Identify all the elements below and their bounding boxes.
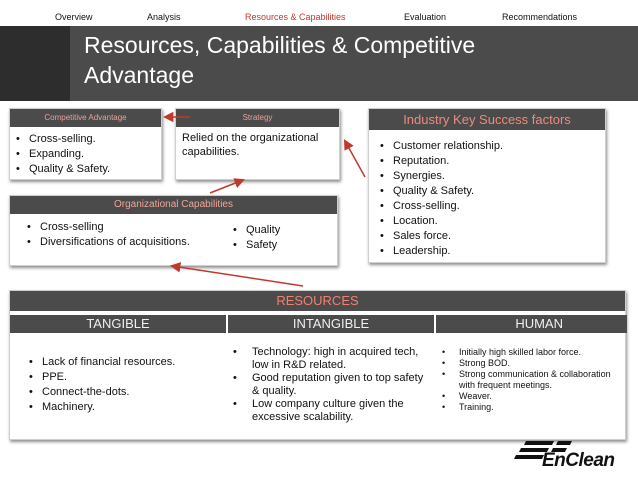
tangible-item: • Lack of financial resources. bbox=[28, 355, 218, 370]
organizational-capability-item: • Quality bbox=[232, 223, 280, 238]
enclean-logo-text: EnClean bbox=[542, 450, 615, 471]
industry-ksf-item: • Reputation. bbox=[379, 154, 503, 169]
human-item: • Strong communication & collaboration with frequent meetings. bbox=[441, 369, 621, 391]
industry-ksf-item: • Synergies. bbox=[379, 169, 503, 184]
intangible-item: • Technology: high in acquired tech, low in R&D related. bbox=[232, 346, 428, 372]
organizational-capability-item: • Safety bbox=[232, 238, 280, 253]
nav-tab-analysis[interactable]: Analysis bbox=[147, 12, 181, 22]
competitive-advantage-item: • Cross-selling. bbox=[15, 132, 110, 147]
nav-tab-resources-capabilities[interactable]: Resources & Capabilities bbox=[245, 12, 346, 22]
tangible-item: • PPE. bbox=[28, 370, 218, 385]
nav-tab-recommendations[interactable]: Recommendations bbox=[502, 12, 578, 22]
industry-ksf-item: • Cross-selling. bbox=[379, 199, 503, 214]
industry-ksf-item: • Quality & Safety. bbox=[379, 184, 503, 199]
strategy-header: Strategy bbox=[176, 109, 339, 127]
arrow-resources-to-capabilities bbox=[172, 266, 303, 286]
competitive-advantage-item: • Expanding. bbox=[15, 147, 110, 162]
human-item: • Strong BOD. bbox=[441, 358, 621, 369]
page-title-line-1: Resources, Capabilities & Competitive bbox=[84, 32, 476, 58]
nav-tab-overview[interactable]: Overview bbox=[55, 12, 93, 22]
competitive-advantage-item: • Quality & Safety. bbox=[15, 162, 110, 177]
arrow-ksf-to-strategy bbox=[345, 141, 365, 177]
tangible-item: • Machinery. bbox=[28, 400, 218, 415]
organizational-capability-item: • Diversifications of acquisitions. bbox=[26, 235, 190, 250]
industry-ksf-item: • Leadership. bbox=[379, 244, 503, 259]
page-title-line-2: Advantage bbox=[84, 62, 194, 88]
industry-ksf-item: • Customer relationship. bbox=[379, 139, 503, 154]
resources-header: RESOURCES bbox=[10, 291, 625, 311]
intangible-item: • Good reputation given to top safety & quality. bbox=[232, 372, 428, 398]
industry-ksf-item: • Location. bbox=[379, 214, 503, 229]
industry-ksf-header: Industry Key Success factors bbox=[369, 109, 605, 130]
intangible-header: INTANGIBLE bbox=[292, 316, 370, 331]
human-item: • Training. bbox=[441, 402, 621, 413]
intangible-item: • Low company culture given the excessive scalability. bbox=[232, 398, 428, 424]
tangible-header: TANGIBLE bbox=[86, 316, 150, 331]
human-header: HUMAN bbox=[515, 316, 563, 331]
human-item: • Weaver. bbox=[441, 391, 621, 402]
competitive-advantage-header: Competitive Advantage bbox=[10, 109, 161, 127]
industry-ksf-item: • Sales force. bbox=[379, 229, 503, 244]
human-item: • Initially high skilled labor force. bbox=[441, 347, 621, 358]
strategy-text: Relied on the organizational capabilities. bbox=[182, 132, 319, 158]
arrow-capabilities-to-strategy bbox=[210, 180, 243, 193]
nav-tab-evaluation[interactable]: Evaluation bbox=[404, 12, 447, 22]
tangible-item: • Connect-the-dots. bbox=[28, 385, 218, 400]
organizational-capabilities-header: Organizational Capabilities bbox=[10, 196, 337, 214]
organizational-capability-item: • Cross-selling bbox=[26, 220, 190, 235]
